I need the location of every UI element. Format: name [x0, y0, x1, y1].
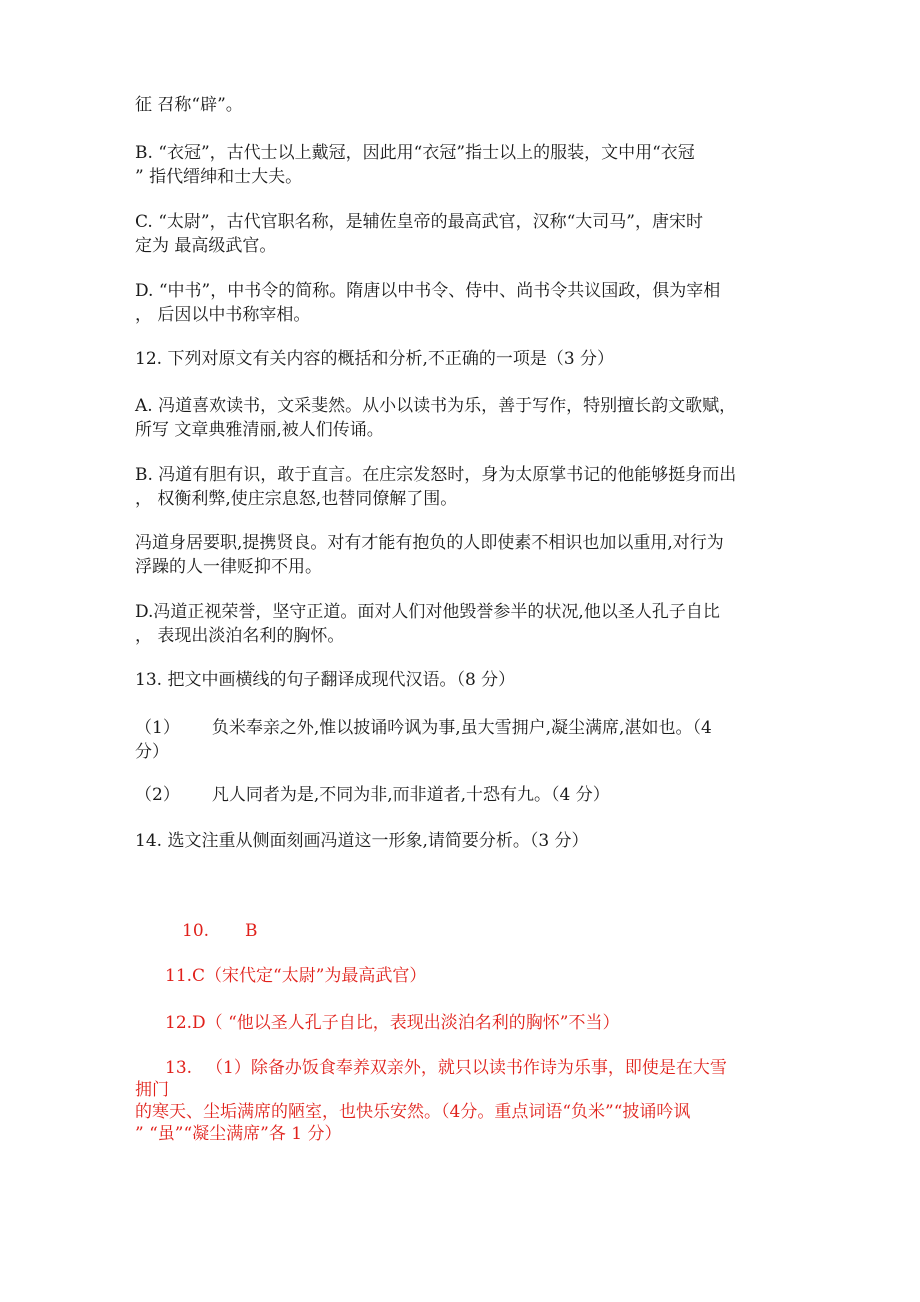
answer-12 — [165, 1012, 815, 1034]
paragraph-line: 14. 选文注重从侧面刻画冯道这一形象,请简要分析。（3 分） — [135, 831, 589, 851]
option-c-taiwei — [135, 210, 785, 258]
answer-text: 12.D（ “他以圣人孔子自比，表现出淡泊名利的胸怀”不当） — [165, 1013, 620, 1033]
question-12-option-d — [135, 600, 785, 648]
paragraph-line: 所写 文章典雅清丽,被人们传诵。 — [135, 420, 384, 440]
option-b-yiguan — [135, 141, 785, 189]
paragraph-line: ” 指代缙绅和士大夫。 — [135, 167, 303, 187]
paragraph-line: 12. 下列对原文有关内容的概括和分析,不正确的一项是（3 分） — [135, 349, 615, 369]
paragraph-line: C. “太尉”，古代官职名称，是辅佐皇帝的最高武官，汉称“大司马”，唐宋时 — [135, 212, 703, 232]
paragraph-line: 分） — [135, 742, 169, 762]
paragraph-line: ， 后因以中书称宰相。 — [135, 305, 311, 325]
question-12-option-b — [135, 463, 785, 511]
paragraph-line: 冯道身居要职,提携贤良。对有才能有抱负的人即使素不相识也加以重用,对行为 — [135, 533, 724, 553]
paragraph-line: D.冯道正视荣誉，坚守正道。面对人们对他毁誉参半的状况,他以圣人孔子自比 — [135, 602, 720, 622]
answer-text: 11.C（宋代定“太尉”为最高武官） — [165, 966, 427, 986]
question-13 — [135, 668, 785, 692]
paragraph-line: A. 冯道喜欢读书，文采斐然。从小以读书为乐，善于写作，特别擅长韵文歌赋， — [135, 396, 737, 416]
answer-line: （1）除备办饭食奉养双亲外，就只以读书作诗为乐事，即使是在大雪 — [206, 1058, 727, 1078]
option-d-zhongshu — [135, 279, 785, 327]
question-13-item-1 — [135, 716, 785, 764]
item-number: （2） — [135, 785, 180, 805]
question-13-item-2 — [135, 783, 785, 807]
paragraph-line: B. 冯道有胆有识，敢于直言。在庄宗发怒时，身为太原掌书记的他能够挺身而出 — [135, 465, 737, 485]
question-12-option-a — [135, 394, 785, 442]
answer-line: 的寒天、尘垢满席的陋室，也快乐安然。（4分。重点词语“负米”“披诵吟讽 — [135, 1102, 691, 1122]
answer-13 — [135, 1057, 795, 1145]
paragraph-line: ， 表现出淡泊名利的胸怀。 — [135, 626, 345, 646]
paragraph-line: 征 召称“辟”。 — [135, 95, 243, 115]
item-number: （1） — [135, 718, 180, 738]
paragraph-line: 凡人同者为是,不同为非,而非道者,十恐有九。（4 分） — [211, 785, 610, 805]
answer-number: 13. — [165, 1058, 193, 1078]
paragraph-line: 定为 最高级武官。 — [135, 236, 277, 256]
answer-value: B — [245, 921, 258, 941]
paragraph-zheng — [135, 93, 785, 117]
paragraph-line: 负米奉亲之外,惟以披诵吟讽为事,虽大雪拥户,凝尘满席,湛如也。（4 — [211, 718, 712, 738]
paragraph-line: B. “衣冠”，古代士以上戴冠，因此用“衣冠”指士以上的服装，文中用“衣冠 — [135, 143, 695, 163]
answer-line: ” “虽”“凝尘满席”各 1 分） — [135, 1124, 342, 1144]
paragraph-line: 浮躁的人一律贬抑不用。 — [135, 557, 322, 577]
answer-10 — [182, 920, 832, 942]
answer-11 — [165, 965, 815, 987]
answer-number: 10. — [182, 921, 210, 941]
paragraph-line: 13. 把文中画横线的句子翻译成现代汉语。（8 分） — [135, 670, 516, 690]
answer-line: 拥门 — [135, 1080, 169, 1100]
paragraph-line: ， 权衡利弊,使庄宗息怒,也替同僚解了围。 — [135, 489, 458, 509]
paragraph-line: D. “中书”，中书令的简称。隋唐以中书令、侍中、尚书令共议国政，俱为宰相 — [135, 281, 721, 301]
question-14 — [135, 829, 785, 853]
question-12 — [135, 347, 785, 371]
question-12-option-c — [135, 531, 785, 579]
